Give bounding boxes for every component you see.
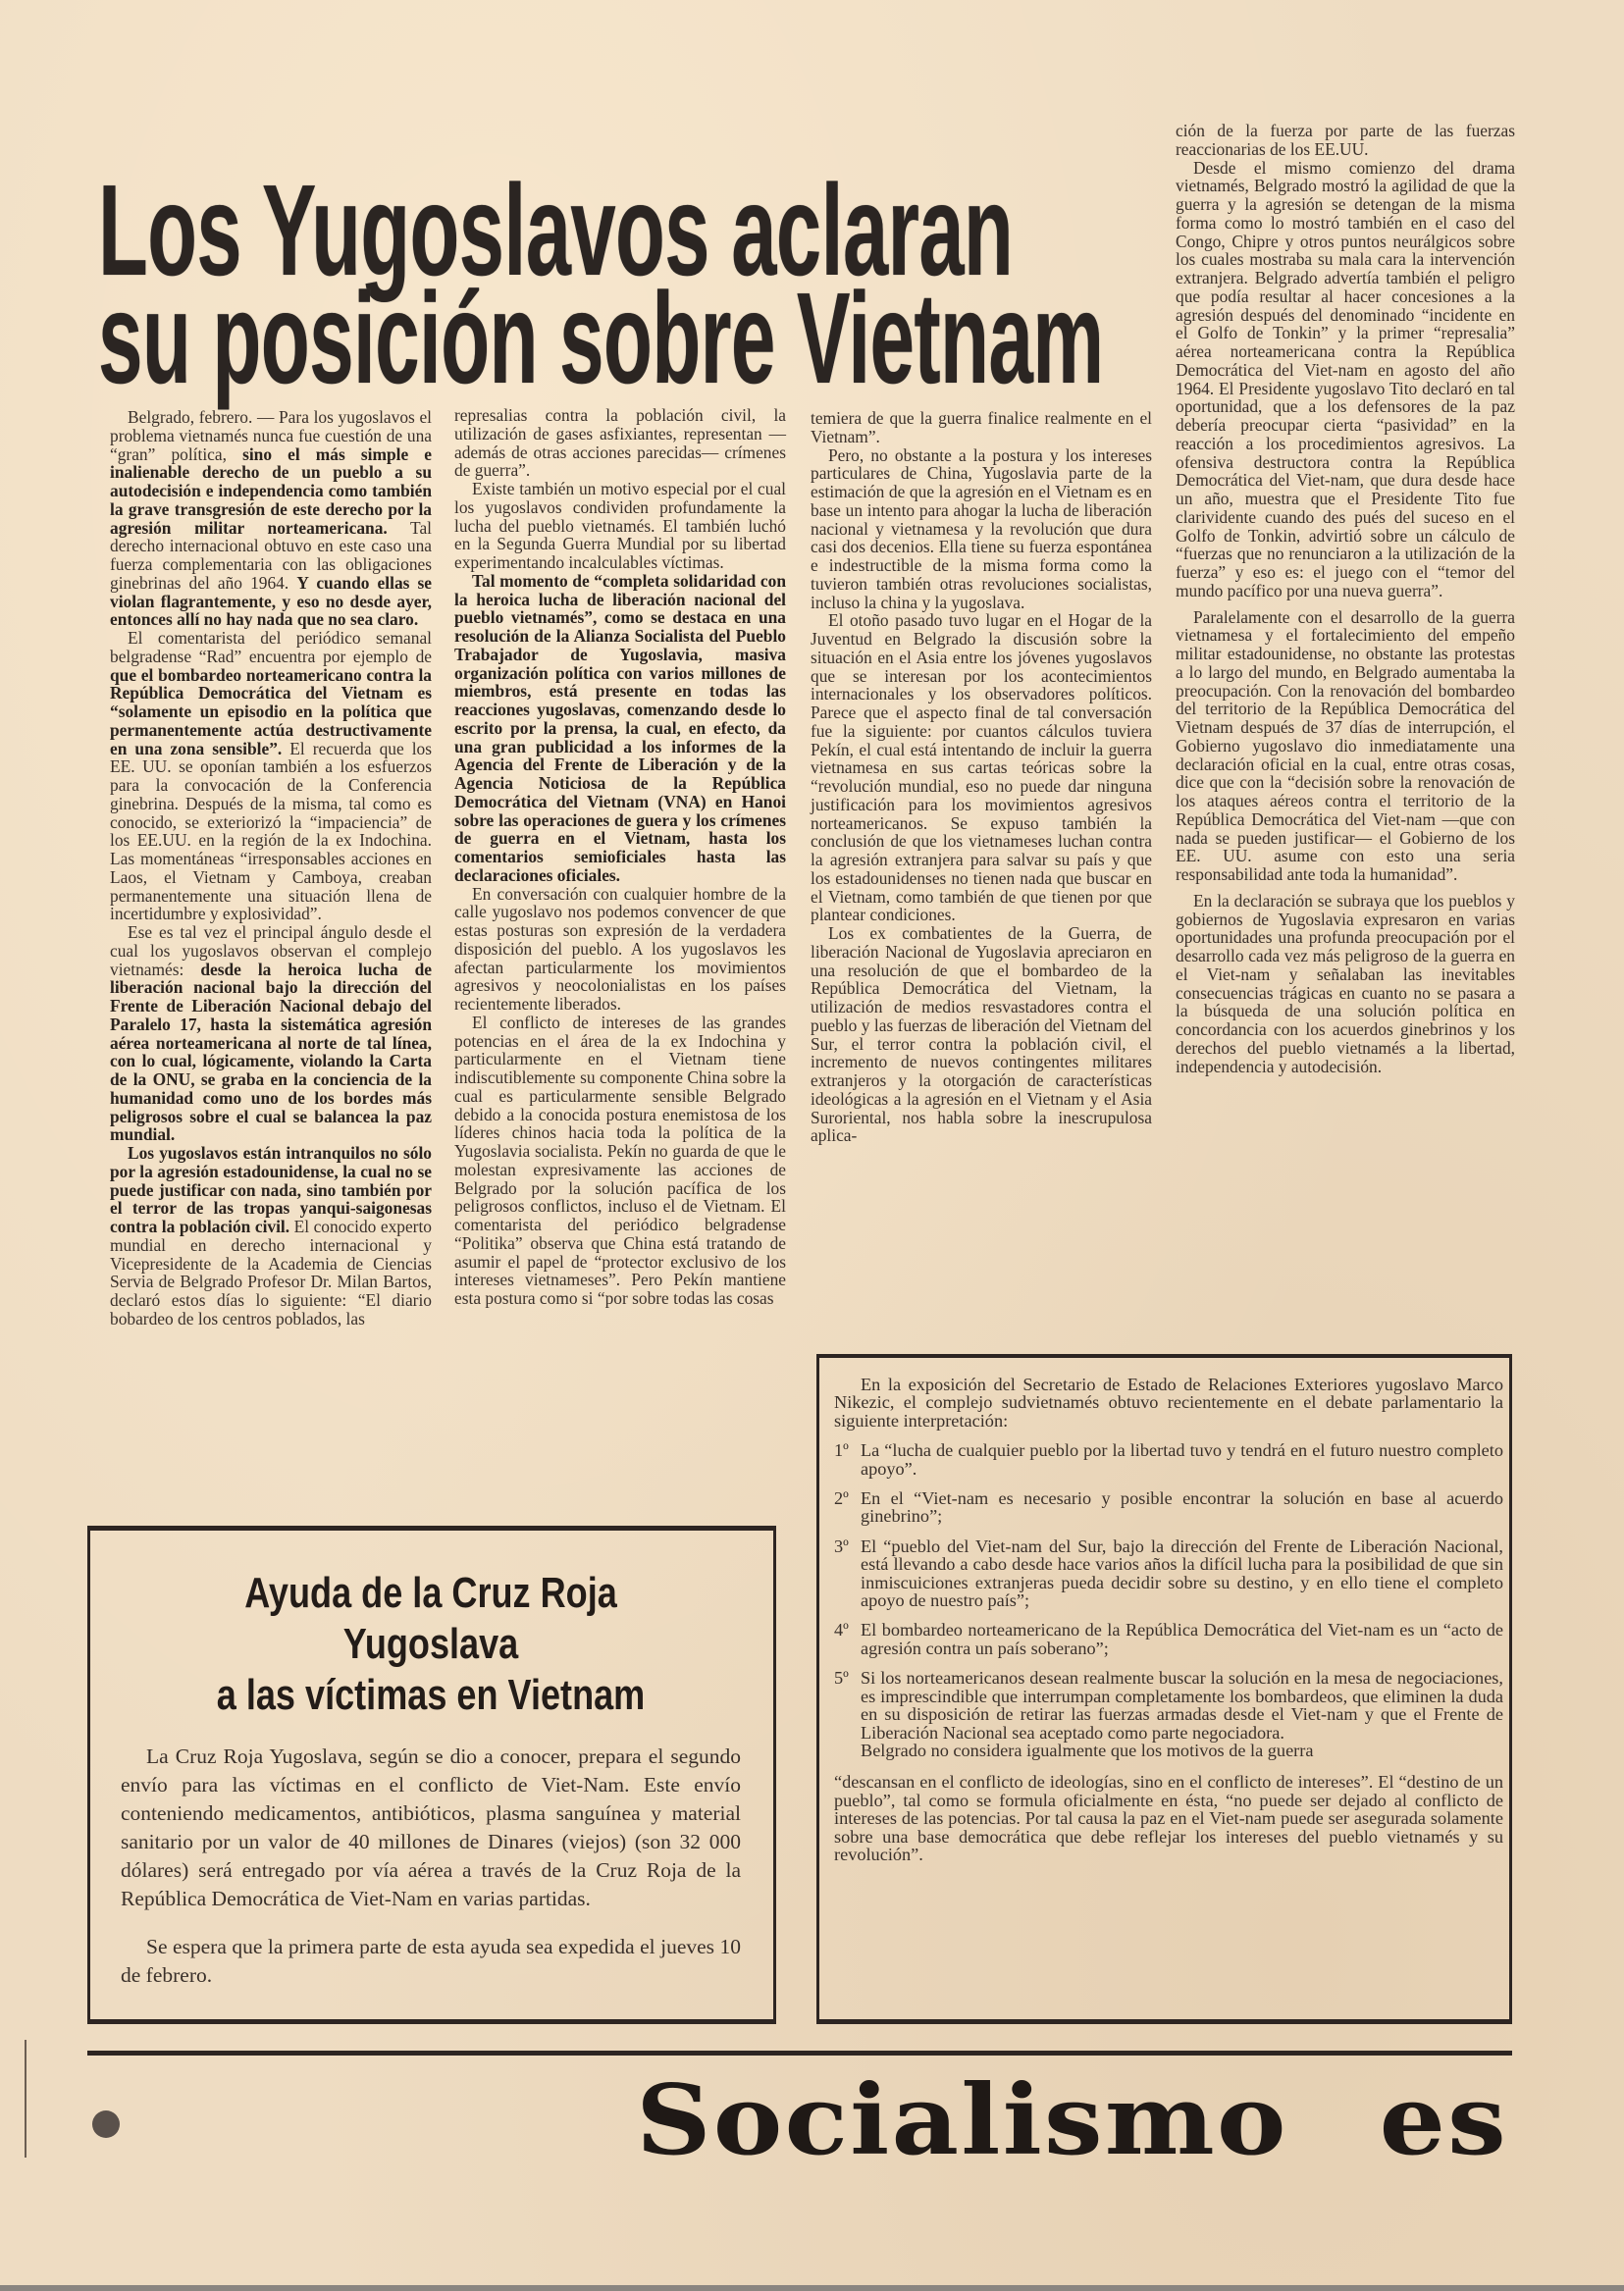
text-run: El recuerda que los EE. UU. se oponían también a los esfuerzos para la convocación de la Conferencia ginebrina. Después de la misma, tal como es conocido, se exteriorizó la “impaciencia” de los EE.UU. en la región de la ex Indochina. Las momentáneas “irresponsables acciones en Laos, el Vietnam y Camboya, creaban permanentemente una situación llena de incertidumbre y explosividad”. — [110, 738, 432, 924]
page-edge-mark — [25, 2040, 26, 2158]
item-number: 2º — [834, 1488, 849, 1509]
text-run: temiera de que la guerra finalice realmente en el Vietnam”. — [811, 408, 1152, 446]
text-run: El conflicto de intereses de las grandes potencias en el área de la ex Indochina y particularmente en el Vietnam tiene indiscutiblemente su componente China sobre la cual es particularmente sensible Belgrado debido a la conocida postura enemistosa de los líderes chinos hacia toda la política de la Yugoslavia socialista. Pekín no guarda de que le molestan expresivamente las acciones de Belgrado por la solución pacífica de los peligrosos conflictos, incluso el de Vietnam. El comentarista del periódico belgradense “Politika” observa que China está tratando de asumir el papel de “protector exclusivo de los intereses vietnameses”. Pero Pekín mantiene esta postura como si “por sobre todas las cosas — [454, 1012, 786, 1308]
article-paragraph — [454, 1014, 786, 1308]
text-run: Los ex combatientes de la Guerra, de liberación Nacional de Yugoslavia apreciaron en una resolución de que el bombardeo de la República Democrática del Vietnam, la utilización de medios resvastadores contra el pueblo y las fuerzas de liberación del Vietnam del Sur, el terror contra la población civil, el incremento de nuevos contingentes militares extranjeros y la otorgación de características ideológicas a la agresión en el Vietnam y el Asia Suroriental, nos habla sobre la inescrupulosa aplica- — [811, 923, 1152, 1146]
article-paragraph — [1176, 159, 1515, 600]
text-run: Pero, no obstante a la postura y los intereses particulares de China, Yugoslavia parte de la estimación de que la agresión en el Vietnam es en base un intento para ahogar la lucha de liberación nacional y vietnamesa y la revolución que dura casi dos decenios. Ella tiene su fuerza espontánea e indestructible de la misma forma como la tuvieron también otras revoluciones socialistas, incluso la china y la yugoslava. — [811, 444, 1152, 612]
declaration-intro: En la exposición del Secretario de Estado de Relaciones Exteriores yugoslavo Marco Nikezic, el complejo sudvietnamés obtuvo recientemente en el debate parlamentario la siguiente interpretación: — [834, 1375, 1503, 1431]
red-cross-box-title — [177, 1568, 685, 1721]
text-run: El otoño pasado tuvo lugar en el Hogar de la Juventud en Belgrado la discusión sobre la situación en el Asia entre los jóvenes yugoslavos que se interesan por los acontecimientos internacionales y los observadores políticos. Parece que el aspecto final de tal conversación fue la siguiente: por cuantos cálculos tuviera Pekín, el cual está intentando de incluir la guerra vietnamesa en sus cartas teóricas sobre la “revolución mundial, eso no puede dar ninguna justificación para los movimientos agresivos norteamericanos. Se expuso también la conclusión de que los vietnameses luchan contra la agresión extranjera para salvar su país y que los estadounidenses no tienen nada que buscar en el Vietnam, como también de que tienen por que plantear condiciones. — [811, 610, 1152, 925]
item-text: El bombardeo norteamericano de la República Democrática del Viet-nam es un “acto de agresión contra un país soberano”; — [861, 1620, 1503, 1658]
text-run: Desde el mismo comienzo del drama vietnamés, Belgrado mostró la agilidad de que la guerra y la agresión se detengan de la misma forma como lo mostró también en el caso del Congo, Chipre y otros puntos neurálgicos sobre los cuales mostraba su mala cara la intervención extranjera. Belgrado advertía también el peligro que podía resultar al hacer concesiones a la agresión después del denominado “incidente en el Golfo de Tonkin” y la primer “represalia” aérea norteamericana contra la República Democrática del Viet-nam en agosto del año 1964. El Presidente yugoslavo Tito declaró en tal oportunidad, que a los defensores de la paz debería preocupar cierta “pasividad” en la reacción a los procedimientos agresivos. La ofensiva destructora contra la República Democrática del Viet-nam, que dura desde hace un año, muestra que el Presidente Tito fue clarividente cuando des pués del suceso en el Golfo de Tonkin, advirtió sobre un cálculo de “fuerzas que no renunciaron a la utilización de la fuerza” y eso es: el juego con el “temor del mundo pacífico por una nueva guerra”. — [1176, 157, 1515, 600]
item-text: La “lucha de cualquier pueblo por la libertad tuvo y tendrá en el futuro nuestro completo apoyo”. — [861, 1440, 1503, 1479]
declaration-continuation: Belgrado no considera igualmente que los motivos de la guerra — [861, 1740, 1314, 1760]
article-paragraph — [454, 885, 786, 1014]
article-paragraph — [811, 924, 1152, 1145]
divider-rule — [87, 2051, 1512, 2056]
item-number: 1º — [834, 1440, 849, 1461]
article-column-1 — [110, 408, 432, 1328]
text-run: Tal derecho internacional obtuvo en este caso una fuerza complementaria con las obligaciones ginebrinas del año 1964. — [110, 517, 432, 593]
text-run: Belgrado, febrero. — Para los yugoslavos el problema vietnamés nunca fue cuestión de una “gran” política, — [110, 407, 432, 464]
item-text: El “pueblo del Viet-nam del Sur, bajo la dirección del Frente de Liberación Nacional, está llevando a cabo desde hace varios años la difícil lucha para la posibilidad de que sin inmiscuiciones extranjeras pueda decidir sobre su destino, y en ello tiene el completo apoyo de nuestro país”; — [861, 1536, 1503, 1611]
article-column-2 — [454, 406, 786, 1308]
red-cross-title-line-2: a las víctimas en Vietnam — [216, 1671, 646, 1719]
bullet-dot-icon — [92, 2110, 120, 2138]
text-run: En la declaración se subraya que los pueblos y gobiernos de Yugoslavia expresaron en varias oportunidades una profunda preocupación por el desarrollo cada vez más peligroso de la guerra en el Viet-nam y señalaban las inevitables consecuencias trágicas en cuanto no se pasara a la búsqueda de una solución política en concordancia con los acuerdos ginebrinos y los derechos del pueblo vietnamés a la libertad, independencia y autodecisión. — [1176, 890, 1515, 1076]
article-paragraph — [454, 480, 786, 572]
bold-text-run: Tal momento de “completa solidaridad con la heroica lucha de liberación nacional del pueblo vietnamés”, como se destaca en una resolución de la Alianza Socialista del Pueblo Trabajador de Yugoslavia, masiva organización política con varios millones de miembros, está presente en todas las reacciones yugoslavas, comenzando desde lo escrito por la prensa, la cual, en efecto, da una gran publicidad a los informes de la Agencia del Frente de Liberación y de la Agencia Noticiosa de la República Democrática del Vietnam (VNA) en Hanoi sobre las operaciones de guera y los crímenes de guerra en el Vietnam, hasta los comentarios semioficiales hasta las declaraciones oficiales. — [454, 570, 786, 885]
declaration-item — [834, 1669, 1503, 1742]
article-paragraph — [110, 629, 432, 923]
bold-text-run: que el bombardeo norteamericano contra la República Democrática del Vietnam es “solamente un episodio en la política que permanentemente actúa destructivamente en una zona sensible”. — [110, 664, 432, 758]
bold-text-run: Y cuando ellas se violan flagrantemente, y eso no desde ayer, entonces allí no hay nada que no sea claro. — [110, 572, 432, 630]
text-run: represalias contra la población civil, la utilización de gases asfixiantes, representan —además de otras acciones parecidas— crímenes de guerra”. — [454, 405, 786, 481]
text-run: El conocido experto mundial en derecho internacional y Vicepresidente de la Academia de Ciencias Servia de Belgrado Profesor Dr. Milan Bartos, declaró estos días lo siguiente: “El diario bobardeo de los centros poblados, las — [110, 1217, 432, 1328]
text-run: Paralelamente con el desarrollo de la guerra vietnamesa y el fortalecimiento del empeño militar estadounidense, no obstante las protestas a lo largo del mundo, en Belgrado aumentaba la preocupación. Con la renovación del bombardeo del territorio de la República Democrática del Vietnam después de 37 días de interrupción, el Gobierno yugoslavo dio inmediatamente una declaración oficial en la cual, entre otras cosas, dice que con la “decisión sobre la renovación de los ataques aéreos contra el territorio de la República Democrática del Viet-nam —que con nada se pueden justificar— el Gobierno de los EE. UU. asume con esto una seria responsabilidad ante toda la humanidad”. — [1176, 606, 1515, 884]
declaration-item — [834, 1441, 1503, 1478]
red-cross-aid-box — [87, 1526, 776, 2024]
declaration-box — [816, 1354, 1512, 2024]
footer-headline: Socialismo es — [636, 2064, 1508, 2177]
bold-text-run: Los yugoslavos están intranquilos no sólo por la agresión estadounidense, la cual no se puede justificar con nada, sino también por el terror de las tropas yanqui-saigonesas contra la población civil. — [110, 1143, 432, 1236]
page-bottom-edge — [0, 2285, 1624, 2291]
article-paragraph — [110, 1144, 432, 1328]
declaration-item — [834, 1489, 1503, 1526]
item-number: 4º — [834, 1620, 849, 1640]
declaration-outro: “descansan en el conflicto de ideologías, sino en el conflicto de intereses”. El “destino de un pueblo”, tal como se formula oficialmente en ésta, “no puede ser dejado al conflicto de intereses de las potencias. Por tal causa la paz en el Viet-nam puede ser asegurada solamente sobre una base democrática que debe reflejar los intereses del pueblo vietnamés y su revolución”. — [834, 1772, 1503, 1864]
article-paragraph-continuation — [811, 409, 1152, 446]
red-cross-box-body — [121, 1743, 741, 1990]
item-text: En el “Viet-nam es necesario y posible encontrar la solución en base al acuerdo ginebrino”; — [861, 1488, 1503, 1527]
red-cross-paragraph-1: La Cruz Roja Yugoslava, según se dio a conocer, prepara el segundo envío para las víctimas en el conflicto de Viet-Nam. Este envío conteniendo medicamentos, antibióticos, plasma sanguínea y material sanitario por un valor de 40 millones de Dinares (viejos) (son 32 000 dólares) será entregado por vía aérea a través de la Cruz Roja de la República Democrática de Viet-Nam en varias partidas. — [121, 1744, 741, 1910]
article-paragraph-continuation — [454, 406, 786, 480]
article-paragraph-continuation — [1176, 122, 1515, 159]
red-cross-paragraph-2: Se espera que la primera parte de esta ayuda sea expedida el jueves 10 de febrero. — [121, 1935, 741, 1987]
headline-line-1: Los Yugoslavos aclaran — [98, 158, 1014, 302]
declaration-item — [834, 1537, 1503, 1610]
article-paragraph — [110, 923, 432, 1144]
bold-text-run: desde la heroica lucha de liberación nacional bajo la dirección del Frente de Liberación Nacional debajo del Paralelo 17, hasta la sistemática agresión aérea norteamericana al norte de tal línea, con lo cual, lógicamente, violando la Carta de la ONU, se graba en la conciencia de la humanidad como uno de los bordes más peligrosos sobre el cual se balancea la paz mundial. — [110, 959, 432, 1145]
article-paragraph — [1176, 608, 1515, 884]
text-run: El comentarista del periódico semanal belgradense “Rad” encuentra por ejemplo de — [110, 628, 432, 666]
text-run: ción de la fuerza por parte de las fuerzas reaccionarias de los EE.UU. — [1176, 121, 1515, 159]
text-run: Ese es tal vez el principal ángulo desde el cual los yugoslavos observan el complejo vietnamés: — [110, 922, 432, 979]
article-paragraph — [454, 572, 786, 885]
item-number: 3º — [834, 1536, 849, 1556]
headline-line-2: su posición sobre Vietnam — [98, 266, 1104, 410]
red-cross-title-line-1: Ayuda de la Cruz Roja Yugoslava — [244, 1569, 617, 1668]
article-paragraph — [110, 408, 432, 629]
article-paragraph — [1176, 892, 1515, 1076]
text-run: Existe también un motivo especial por el cual los yugoslavos condividen profundamente la lucha del pueblo vietnamés. El también luchó en la Segunda Guerra Mundial por su libertad experimentando incalculables víctimas. — [454, 479, 786, 572]
text-run: En conversación con cualquier hombre de la calle yugoslavo nos podemos convencer de que estas posturas son expresión de la verdadera disposición del pueblo. A los yugoslavos les afectan particularmente los movimientos agresivos y neocolonialistas en los países recientemente liberados. — [454, 883, 786, 1014]
article-column-3 — [811, 409, 1152, 1145]
bold-text-run: sino el más simple e inalienable derecho de un pueblo a su autodecisión e independencia como también la grave transgresión de este derecho por la agresión militar norteamericana. — [110, 443, 432, 538]
item-number: 5º — [834, 1668, 849, 1689]
item-text: Si los norteamericanos desean realmente buscar la solución en la mesa de negociaciones, es imprescindible que interrumpan completamente los bombardeos, que eliminen la duda en su disposición de retirar las fuerzas armadas desde el Viet-nam y que el Frente de Liberación Nacional sea aceptado como parte negociadora. — [861, 1668, 1503, 1743]
article-paragraph — [811, 611, 1152, 924]
article-column-4 — [1176, 122, 1515, 1075]
article-paragraph — [811, 446, 1152, 612]
declaration-item — [834, 1621, 1503, 1657]
